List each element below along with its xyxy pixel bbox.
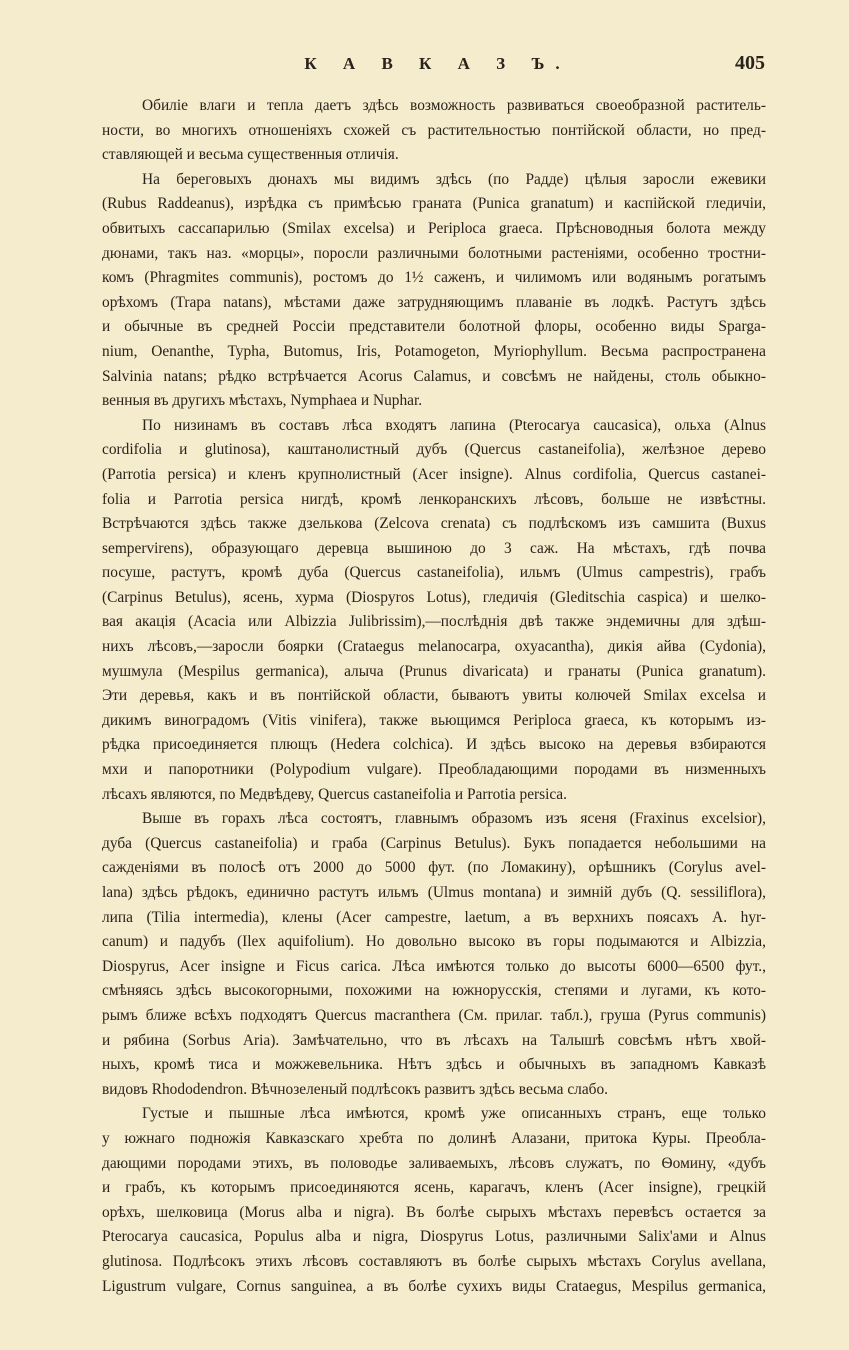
text-line: Выше въ горахъ лѣса состоятъ, главнымъ образомъ изъ ясеня (Fraxinus excelsior), bbox=[142, 810, 766, 828]
text-line: folia и Parrotia persica нигдѣ, кромѣ ленкоранскихъ лѣсовъ, больше не извѣстны. bbox=[102, 490, 766, 508]
text-line: сажденіями въ полосѣ отъ 2000 до 5000 фут. (по Ломакину), орѣшникъ (Corylus avel- bbox=[102, 859, 766, 877]
text-line: Pterocarya caucasica, Populus alba и nigra, Diospyrus Lotus, различными Salix'ами и Alnus bbox=[102, 1228, 766, 1246]
text-line: венныя въ другихъ мѣстахъ, Nymphaea и Nuphar. bbox=[102, 392, 423, 410]
text-line: видовъ Rhododendron. Вѣчнозеленый подлѣсокъ развитъ здѣсь весьма слабо. bbox=[102, 1080, 609, 1098]
text-line: ности, во многихъ отношеніяхъ схожей съ растительностью понтійской области, но пред- bbox=[102, 121, 766, 139]
text-line: и грабъ, къ которымъ присоединяются ясень, карагачъ, кленъ (Acer insigne), грецкій bbox=[102, 1179, 766, 1197]
text-line: мхи и папоротники (Polypodium vulgare). Преобладающими породами въ низменныхъ bbox=[102, 761, 766, 779]
text-line: дающими породами этихъ, въ половодье заливаемыхъ, лѣсовъ служатъ, по Ѳомину, «дубъ bbox=[102, 1154, 766, 1172]
text-line: canum) и падубъ (Ilex aquifolium). Но довольно высоко въ горы подымаются и Albizzia, bbox=[102, 933, 766, 951]
text-line: (Parrotia persica) и кленъ крупнолистный (Acer insigne). Alnus cordifolia, Quercus castanei- bbox=[102, 465, 766, 483]
text-line: По низинамъ въ составъ лѣса входятъ лапина (Pterocarya caucasica), ольха (Alnus bbox=[142, 416, 766, 434]
text-line: мушмула (Mespilus germanica), алыча (Prunus divaricata) и гранаты (Punica granatum). bbox=[102, 662, 766, 680]
text-line: посуше, растутъ, кромѣ дуба (Quercus castaneifolia), ильмъ (Ulmus campestris), грабъ bbox=[102, 564, 766, 582]
text-line: Ligustrum vulgare, Cornus sanguinea, а въ болѣе сухихъ виды Crataegus, Mespilus germanica, bbox=[102, 1277, 766, 1295]
running-head bbox=[110, 52, 765, 78]
text-line: рымъ ближе всѣхъ подходятъ Quercus macranthera (См. прилаг. табл.), груша (Pyrus communis) bbox=[102, 1006, 766, 1024]
body-text bbox=[102, 94, 766, 1299]
text-line: cordifolia и glutinosa), каштанолистный дубъ (Quercus castaneifolia), желѣзное дерево bbox=[102, 441, 766, 459]
text-line: дуба (Quercus castaneifolia) и граба (Carpinus Betulus). Букъ попадается небольшими на bbox=[102, 834, 766, 852]
text-line: обвитыхъ сассапарилью (Smilax excelsa) и Periploca graeca. Прѣсноводныя болота между bbox=[102, 219, 766, 237]
text-line: дюнами, такъ наз. «морцы», поросли различными болотными растеніями, особенно тростни- bbox=[102, 244, 766, 262]
text-line: нихъ лѣсовъ,—заросли боярки (Crataegus melanocarpa, oxyacantha), дикія айва (Cydonia), bbox=[102, 638, 766, 656]
text-line: и обычные въ средней Россіи представители болотной флоры, особенно виды Sparga- bbox=[102, 318, 766, 336]
text-line: рѣдка присоединяется плющъ (Hedera colchica). И здѣсь высоко на деревья взбираются bbox=[102, 736, 766, 754]
text-line: дикимъ виноградомъ (Vitis vinifera), также вьющимся Periploca graeca, къ которымъ из- bbox=[102, 711, 766, 729]
text-line: смѣняясь здѣсь высокогорными, похожими на южнорусскія, степями и лугами, къ кото- bbox=[102, 982, 766, 1000]
text-line: Обиліе влаги и тепла даетъ здѣсь возможность развиваться своеобразной раститель- bbox=[142, 97, 766, 114]
running-title: К А В К А З Ъ. bbox=[304, 54, 571, 73]
text-line: (Rubus Raddeanus), изрѣдка съ примѣсью граната (Punica granatum) и каспійской гледичіи, bbox=[102, 195, 766, 213]
text-line: орѣхъ, шелковица (Morus alba и nigra). Въ болѣе сырыхъ мѣстахъ перевѣсъ остается за bbox=[102, 1203, 766, 1221]
text-line: ставляющей и весьма существенныя отличія. bbox=[102, 146, 399, 164]
text-line: Эти деревья, какъ и въ понтійской области, бываютъ увиты колючей Smilax excelsa и bbox=[102, 687, 766, 705]
text-line: орѣхомъ (Trapa natans), мѣстами даже затрудняющимъ плаваніе въ лодкѣ. Растутъ здѣсь bbox=[102, 293, 766, 311]
text-line: sempervirens), образующаго деревца вышиною до 3 саж. На мѣстахъ, гдѣ почва bbox=[102, 539, 766, 557]
text-line: На береговыхъ дюнахъ мы видимъ здѣсь (по Радде) цѣлыя заросли ежевики bbox=[142, 170, 766, 188]
text-line: glutinosa. Подлѣсокъ этихъ лѣсовъ составляютъ въ болѣе сырыхъ мѣстахъ Corylus avellana, bbox=[102, 1252, 766, 1270]
text-line: nium, Oenanthe, Typha, Butomus, Iris, Potamogeton, Myriophyllum. Весьма распространена bbox=[102, 342, 766, 360]
page-number: 405 bbox=[735, 52, 765, 74]
text-line: и рябина (Sorbus Aria). Замѣчательно, что въ лѣсахъ на Талышѣ совсѣмъ нѣтъ хвой- bbox=[102, 1031, 766, 1049]
text-line: lana) здѣсь рѣдокъ, единично растутъ ильмъ (Ulmus montana) и зимній дубъ (Q. sessiliflora), bbox=[102, 884, 766, 901]
text-line: Встрѣчаются здѣсь также дзелькова (Zelcova crenata) съ подлѣскомъ изъ самшита (Buxus bbox=[102, 515, 766, 533]
text-line: липа (Tilia intermedia), клены (Acer campestre, laetum, а въ верхнихъ поясахъ A. hyr- bbox=[102, 908, 766, 926]
text-line: комъ (Phragmites communis), ростомъ до 1½ саженъ, и чилимомъ или водянымъ рогатымъ bbox=[102, 269, 766, 287]
text-line: ныхъ, кромѣ тиса и можжевельника. Нѣтъ здѣсь и обычныхъ въ западномъ Кавказѣ bbox=[102, 1056, 766, 1074]
text-line: Diospyrus, Acer insigne и Ficus carica. Лѣса имѣются только до высоты 6000—6500 фут., bbox=[102, 957, 766, 975]
text-line: у южнаго подножія Кавказскаго хребта по долинѣ Алазани, притока Куры. Преобла- bbox=[102, 1129, 766, 1147]
text-line: Salvinia natans; рѣдко встрѣчается Acorus Calamus, и совсѣмъ не найдены, столь обыкно- bbox=[102, 367, 766, 385]
text-line: Густые и пышные лѣса имѣются, кромѣ уже описанныхъ странъ, еще только bbox=[142, 1105, 766, 1123]
text-line: лѣсахъ являются, по Медвѣдеву, Quercus castaneifolia и Parrotia persica. bbox=[102, 785, 567, 803]
text-line: вая акація (Acacia или Albizzia Julibrissim),—послѣднія двѣ также эндемичны для здѣш- bbox=[102, 613, 766, 631]
text-line: (Carpinus Betulus), ясень, хурма (Diospyros Lotus), гледичія (Gleditschia caspica) и шелко- bbox=[102, 588, 766, 606]
